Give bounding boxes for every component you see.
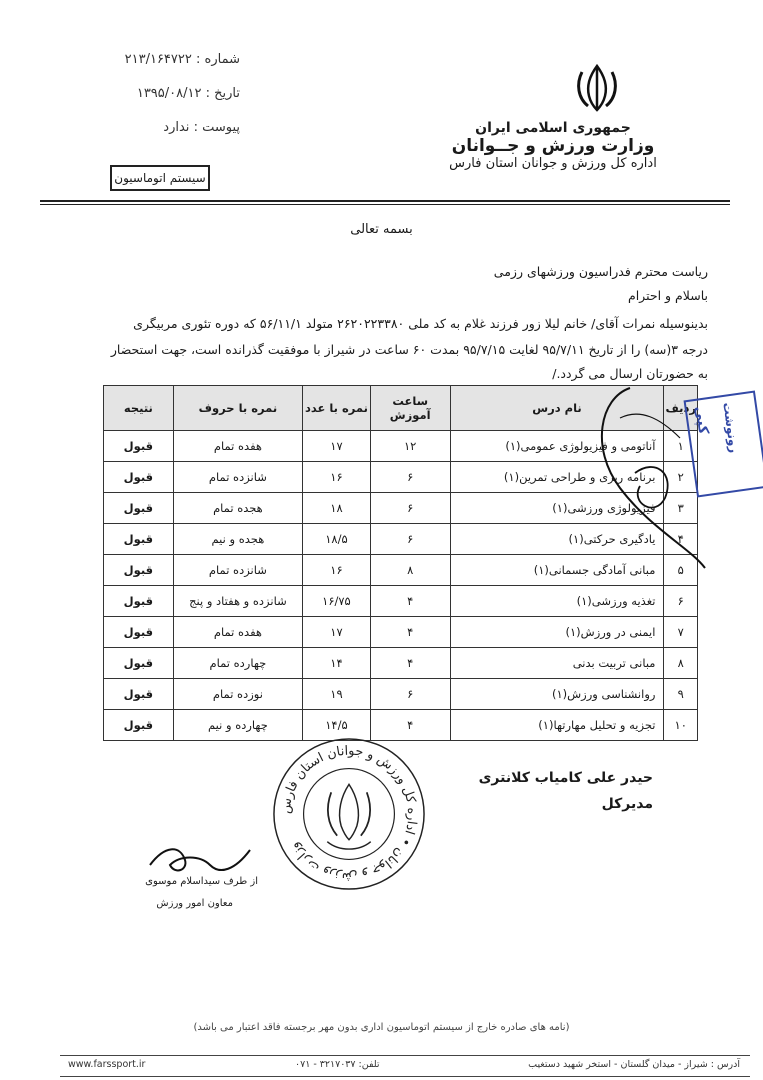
signer-name: حیدر علی کامیاب کلانتری [478, 770, 653, 786]
letter-recipient: ریاست محترم فدراسیون ورزشهای رزمی [493, 264, 708, 279]
letter-date-label: تاریخ : [205, 86, 240, 101]
cell-hours: ۶ [370, 462, 450, 493]
cell-row-number: ۷ [664, 617, 698, 648]
signer-title: مدیرکل [601, 796, 653, 812]
cell-course: فیزیولوژی ورزشی(۱) [450, 493, 664, 524]
letter-number-label: شماره : [196, 52, 240, 67]
cell-hours: ۱۲ [370, 431, 450, 462]
header-row-number: ردیف [664, 386, 698, 431]
cell-course: ایمنی در ورزش(۱) [450, 617, 664, 648]
letter-number-value: ۲۱۳/۱۶۴۷۲۲ [124, 52, 192, 67]
cell-row-number: ۶ [664, 586, 698, 617]
footer-phone: تلفن: ۳۲۱۷۰۳۷ - ۰۷۱ [295, 1059, 380, 1070]
cell-grade-text: نوزده تمام [173, 679, 302, 710]
cell-grade-number: ۱۶ [303, 555, 371, 586]
cell-course: روانشناسی ورزش(۱) [450, 679, 664, 710]
letter-number-line [90, 52, 240, 67]
copy-stamp-subtext: رونوشت [720, 401, 742, 454]
seal-ring-text: وزارت ورزش و جوانان • اداره کل ورزش و جوانان استان فارس [278, 743, 420, 885]
cell-grade-number: ۱۷ [303, 617, 371, 648]
cell-result: قبول [104, 586, 174, 617]
cell-grade-text: چهارده و نیم [173, 710, 302, 741]
cell-grade-number: ۱۹ [303, 679, 371, 710]
footer-contact-bar [60, 1055, 750, 1077]
cell-hours: ۶ [370, 524, 450, 555]
cell-result: قبول [104, 679, 174, 710]
cell-course: برنامه ریزی و طراحی تمرین(۱) [450, 462, 664, 493]
cell-course: مبانی آمادگی جسمانی(۱) [450, 555, 664, 586]
cell-hours: ۴ [370, 648, 450, 679]
cell-grade-text: شانزده و هفتاد و پنج [173, 586, 302, 617]
cell-course: یادگیری حرکتی(۱) [450, 524, 664, 555]
cell-grade-number: ۱۷ [303, 431, 371, 462]
cell-grade-number: ۱۸ [303, 493, 371, 524]
letter-attachment-label: پیوست : [193, 120, 240, 135]
cell-grade-text: چهارده تمام [173, 648, 302, 679]
department-title: اداره کل ورزش و جوانان استان فارس [449, 156, 657, 171]
cell-hours: ۴ [370, 617, 450, 648]
republic-title: جمهوری اسلامی ایران [475, 120, 631, 136]
letter-attachment-value: ندارد [163, 120, 190, 135]
cell-grade-number: ۱۸/۵ [303, 524, 371, 555]
header-result: نتیجه [104, 386, 174, 431]
cell-row-number: ۱۰ [664, 710, 698, 741]
letter-greeting: باسلام و احترام [627, 288, 708, 303]
cell-result: قبول [104, 648, 174, 679]
cell-row-number: ۱ [664, 431, 698, 462]
cell-result: قبول [104, 524, 174, 555]
svg-text:وزارت ورزش و جوانان • اداره [278, 744, 419, 885]
letterhead [403, 120, 703, 171]
cell-hours: ۶ [370, 493, 450, 524]
cell-result: قبول [104, 431, 174, 462]
letter-body-line1: بدینوسیله نمرات آقای/ خانم لیلا زور فرزند غلام به کد ملی ۲۶۲۰۲۲۳۳۸۰ متولد ۵۶/۱۱/۱ که دوره تئوری مربیگری [133, 316, 708, 331]
cell-hours: ۴ [370, 586, 450, 617]
header-grade-text: نمره با حروف [173, 386, 302, 431]
cell-grade-number: ۱۴ [303, 648, 371, 679]
cell-result: قبول [104, 462, 174, 493]
letter-attachment-line [90, 120, 240, 135]
cell-row-number: ۳ [664, 493, 698, 524]
cell-grade-text: هجده تمام [173, 493, 302, 524]
cell-result: قبول [104, 710, 174, 741]
footer-website: www.farssport.ir [68, 1059, 146, 1070]
cell-course: مبانی تربیت بدنی [450, 648, 664, 679]
cell-course: تجزیه و تحلیل مهارتها(۱) [450, 710, 664, 741]
table-row [104, 648, 698, 679]
cell-grade-text: هفده تمام [173, 617, 302, 648]
letter-date-value: ۱۳۹۵/۰۸/۱۲ [136, 86, 202, 101]
cell-grade-text: هفده تمام [173, 431, 302, 462]
cell-row-number: ۸ [664, 648, 698, 679]
table-row [104, 617, 698, 648]
header-rule-top [40, 200, 730, 202]
letter-body-line2: درجه ۳(سه) را از تاریخ ۹۵/۷/۱۱ لغایت ۹۵/۷/۱۵ بمدت ۶۰ ساعت در شیراز با موفقیت گذرانده است، جهت استحضار [110, 342, 708, 357]
copy-stamp-text: کپی [691, 405, 712, 436]
iran-emblem-icon [572, 62, 622, 114]
footer-address: آدرس : شیراز - میدان گلستان - استخر شهید دستغیب [528, 1059, 740, 1070]
cell-grade-number: ۱۴/۵ [303, 710, 371, 741]
header-hours: ساعت آموزش [370, 386, 450, 431]
letter-date-line [90, 86, 240, 101]
header-grade-number: نمره با عدد [303, 386, 371, 431]
official-seal-icon [270, 735, 428, 893]
table-row [104, 679, 698, 710]
ministry-title: وزارت ورزش و جــوانان [451, 136, 655, 156]
letter-body-line3: به حضورتان ارسال می گردد./ [552, 366, 708, 381]
cell-hours: ۶ [370, 679, 450, 710]
header-rule-bottom [40, 204, 730, 205]
cell-hours: ۴ [370, 710, 450, 741]
footer-disclaimer: (نامه های صادره خارج از سیستم اتوماسیون اداری بدون مهر برجسته فاقد اعتبار می باشد) [193, 1022, 570, 1033]
table-row [104, 586, 698, 617]
bismillah: بسمه تعالی [350, 222, 413, 237]
cell-row-number: ۹ [664, 679, 698, 710]
cell-hours: ۸ [370, 555, 450, 586]
cell-grade-number: ۱۶/۷۵ [303, 586, 371, 617]
cell-course: آناتومی و فیزیولوژی عمومی(۱) [450, 431, 664, 462]
cell-row-number: ۵ [664, 555, 698, 586]
copy-stamp [684, 390, 763, 497]
cell-row-number: ۴ [664, 524, 698, 555]
cell-grade-number: ۱۶ [303, 462, 371, 493]
cell-grade-text: هجده و نیم [173, 524, 302, 555]
cell-result: قبول [104, 493, 174, 524]
cell-grade-text: شانزده تمام [173, 555, 302, 586]
signer-on-behalf: از طرف سیداسلام موسوی [145, 876, 258, 887]
cell-row-number: ۲ [664, 462, 698, 493]
header-course: نام درس [450, 386, 664, 431]
cell-course: تغذیه ورزشی(۱) [450, 586, 664, 617]
cell-result: قبول [104, 555, 174, 586]
automation-system-box: سیستم اتوماسیون [110, 165, 210, 191]
signer-deputy-title: معاون امور ورزش [156, 898, 233, 909]
cell-grade-text: شانزده تمام [173, 462, 302, 493]
cell-result: قبول [104, 617, 174, 648]
